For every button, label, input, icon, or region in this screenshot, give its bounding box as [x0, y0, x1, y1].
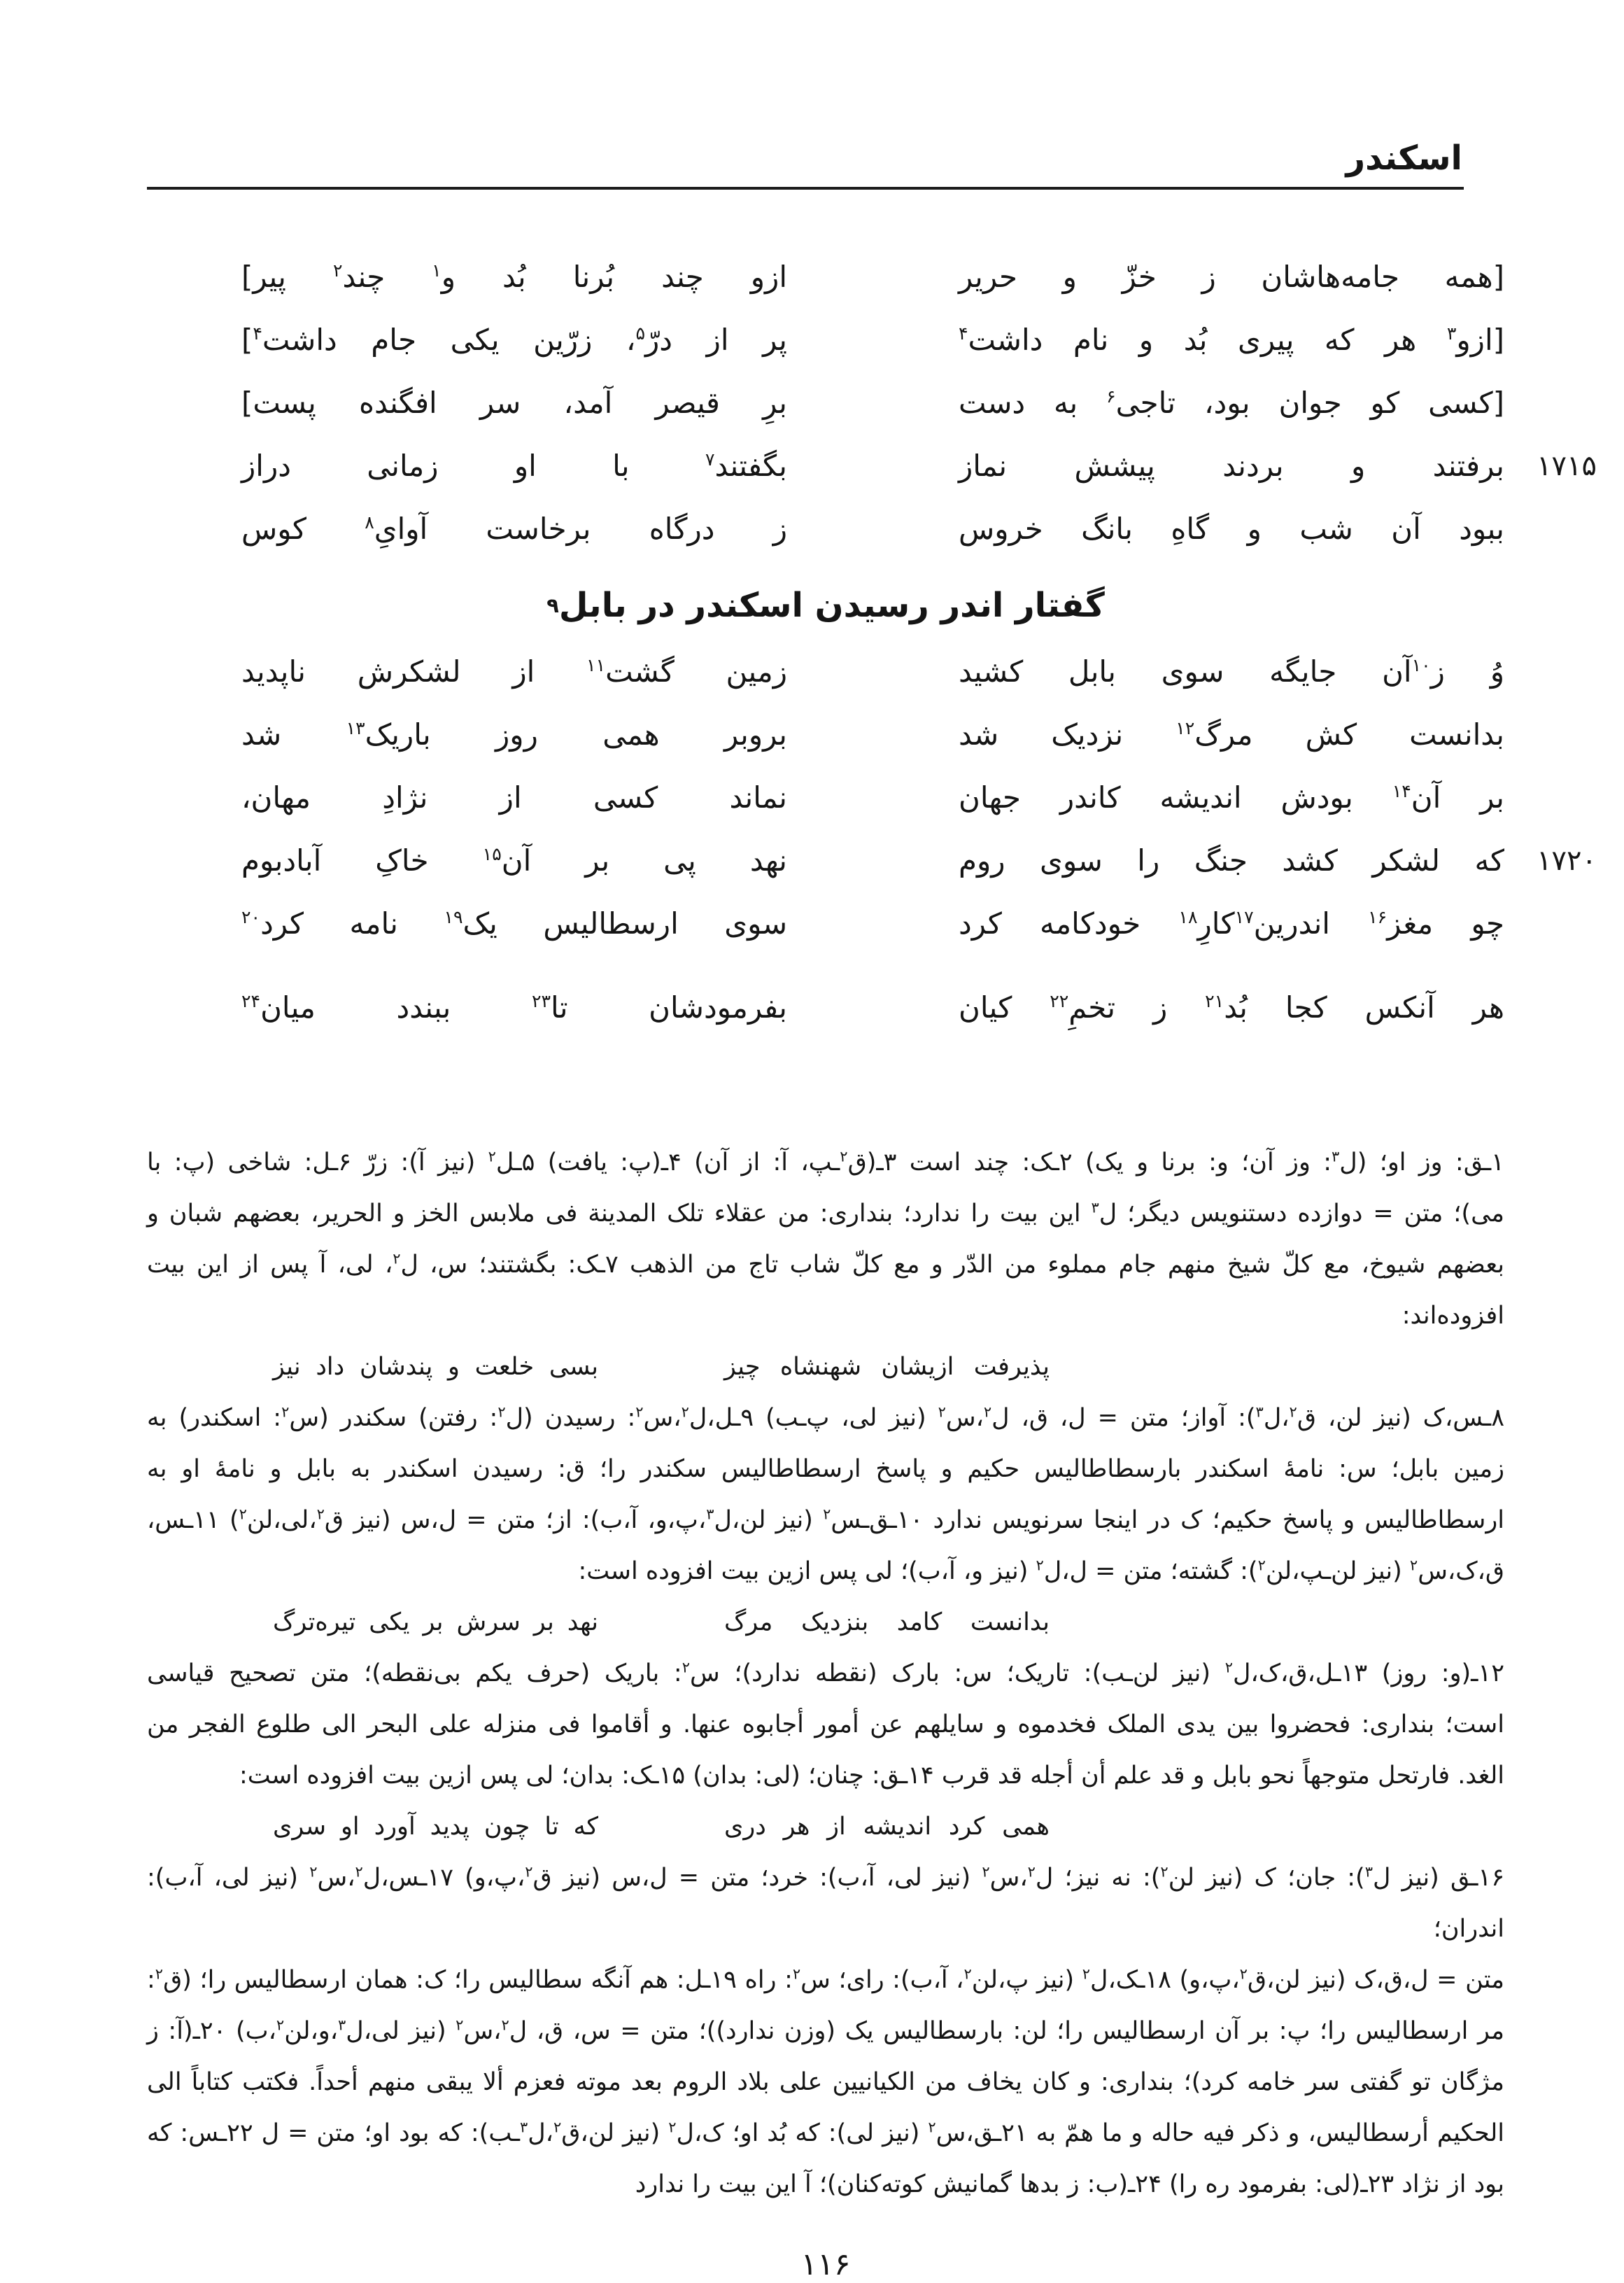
apparatus-note-line: مر ارسطالیس را؛ پ: بر آن ارسطالیس را؛ لن: بارسطالیس یک (وزن ندارد))؛ متن = س، ق، ل$^۲$،س$^۲$ (نیز لی،ل$^۳$،و،لن$^۲$،ب) ۲۰ـ(آ: ز [147, 2016, 1504, 2045]
apparatus-note-line: الحکیم أرسطالیس، و ذکر فیه حاله و ما همّ به ۲۱ـق،س$^۲$ (نیز لی): که بُد او؛ ک،ل$^۲$ (نیز لن،ق$^۲$،ل$^۳$ـب): که بود او؛ متن = ل ۲۲ـس: که [147, 2119, 1504, 2147]
hemistich-right: چو مغز$^{۱۶}$ اندرین$^{۱۷}$کارِ$^{۱۸}$ خودکامه کرد [959, 906, 1504, 941]
hemistich-right: ببود آن شب و گاهِ بانگ خروس [959, 511, 1504, 546]
apparatus-note-line: زمین بابل؛ س: نامهٔ اسکندر بارسطاطالیس حکیم و پاسخ ارسطاطالیس سکندر را؛ ق: رسیدن اسکندر به بابل و نامهٔ او به [147, 1454, 1504, 1483]
hemistich-right: وُ ز$^{۱۰}$آن جایگه سوی بابل کشید [959, 654, 1504, 689]
couplet-row [241, 498, 1504, 561]
apparatus-note-line: ق،ک،س$^۲$ (نیز لن‌ـپ،لن$^۲$): گشته؛ متن = ل،ل$^۲$ (نیز و، آ،ب)؛ لی پس ازین بیت افزوده است: [578, 1557, 1504, 1585]
text-block [147, 0, 1597, 2282]
hemistich-right: همی کرد اندیشه از هر دری [724, 1812, 1050, 1841]
hemistich-left: بروبر همی روز باریک$^{۱۳}$ شد [241, 717, 787, 752]
hemistich-right: [کسی کو جوان بود، تاجی$^۶$ به دست [959, 385, 1504, 420]
apparatus-note-line: متن = ل،ق،ک (نیز لن،ق$^۲$،پ،و) ۱۸ـک،ل$^۲$ (نیز پ،لن$^۲$، آ،ب): رای؛ س$^۲$: راه ۱۹ـل: هم آنگه سطالیس را؛ ک: همان ارسطالیس را؛ (ق$^۲$: [147, 1965, 1505, 1994]
hemistich-right: بر آن$^{۱۴}$ بودش اندیشه کاندر جهان [959, 780, 1504, 815]
hemistich-right: [ازو$^۳$ هر که پیری بُد و نام داشت$^۴$ [959, 322, 1504, 357]
hemistich-right: که لشکر کشد جنگ را سوی روم [959, 843, 1504, 878]
verse-block-2 [147, 640, 1597, 1039]
section-heading: گفتار اندر رسیدن اسکندر در بابل ۹ [546, 585, 1105, 625]
hemistich-left: ز درگاه برخاست آوایِ$^۸$ کوس [241, 511, 787, 546]
page-number: ۱۱۶ [800, 2246, 851, 2282]
hemistich-right: بدانست کش مرگ$^{۱۲}$ نزدیک شد [959, 717, 1504, 752]
hemistich-left: نهد پی بر آن$^{۱۵}$ خاکِ آبادبوم [241, 843, 787, 878]
running-head [147, 0, 1504, 190]
couplet-row [241, 703, 1504, 766]
couplet-row [241, 766, 1504, 829]
apparatus-note-line: ۸ـس،ک (نیز لن، ق$^۲$،ل$^۳$): آواز؛ متن = ل، ق، ل$^۲$،س$^۲$ (نیز لی، پ‌ـب) ۹ـل،ل$^۲$،س$^۲$: رسیدن (ل$^۲$: رفتن) سکندر (س$^۲$: اسکندر) به [147, 1403, 1504, 1432]
verse-number: ۱۷۲۰ [1537, 844, 1597, 877]
hemistich-right: بدانست کامد بنزدیک مرگ [724, 1608, 1050, 1636]
apparatus-inset-verse [273, 1342, 1050, 1393]
couplet-row [241, 640, 1504, 703]
apparatus-note-line: ۱ـق: وز او؛ (ل$^۳$: وز آن؛ و: برنا و یک) ۲ـک: چند است ۳ـ(ق$^۲$ـپ، آ: از آن) ۴ـ(پ: یافت) ۵ـل$^۲$ (نیز آ): زرّ ۶ـل: شاخی (پ: با [147, 1148, 1504, 1176]
hemistich-right: هر آنکس کجا بُد$^{۲۱}$ ز تخمِ$^{۲۲}$ کیان [959, 990, 1504, 1025]
couplet-row [241, 372, 1504, 435]
hemistich-left: بگفتند$^۷$ با او زمانی دراز [241, 448, 787, 483]
couplet-row [241, 246, 1504, 309]
page-title: اسکندر [1346, 139, 1462, 178]
apparatus-note-line: بعضهم شیوخ، مع کلّ شیخ منهم جام مملوء من الدّر و مع کلّ شاب تاج من الذهب ۷ـک: بگشتند؛ س، ل$^۲$، لی، آ پس از این بیت افزوده‌اند: [147, 1250, 1504, 1330]
apparatus-note-line: ارسطاطالیس و پاسخ حکیم؛ ک در اینجا سرنویس ندارد ۱۰ـق‌ـس$^۲$ (نیز لن،ل$^۳$،پ،و، آ،ب): از؛ متن = ل،س (نیز ق$^۲$،لی،لن$^۲$) ۱۱ـس، [147, 1505, 1504, 1534]
apparatus-note-line: می)؛ متن = دوازده دستنویس دیگر؛ ل$^۳$ این بیت را ندارد؛ بنداری: من عقلاء تلک المدینة فی ملابس الخز و الحریر، بعضهم شبان و [147, 1199, 1504, 1228]
hemistich-left: ازو چند بُرنا بُد و$^۱$ چند$^۲$ پیر] [241, 259, 787, 294]
apparatus-note-line: الغد. فارتحل متوجهاً نحو بابل و قد علم أن أجله قد قرب ۱۴ـق: چنان؛ (لی: بدان) ۱۵ـک: بدان؛ لی پس ازین بیت افزوده است: [239, 1761, 1504, 1790]
couplet-row [241, 829, 1597, 892]
apparatus-note-line: است؛ بنداری: فحضروا بین یدی الملک فخدموه و سایلهم عن أمور أجابوه عنها. و أقاموا فی منزله علی البحر الی طلوع الفجر من [147, 1710, 1504, 1738]
couplet-row [241, 309, 1504, 372]
apparatus-note-line: بود از نژاد ۲۳ـ(لی: بفرمود ره را) ۲۴ـ(ب: ز بدها گمانیش کوته‌کنان)؛ آ این بیت را ندارد [635, 2170, 1504, 2198]
apparatus-note-line: مژگان تو گفتی سر خامه کرد)؛ بنداری: و کان یخاف من الکیانیین علی بلاد الروم بعد موته فعزم ألا یبقی منهم أحداً. فکتب کتاباً الی [147, 2067, 1504, 2096]
couplet-row [241, 976, 1504, 1039]
apparatus-note-line: ۱۶ـق (نیز ل$^۳$): جان؛ ک (نیز لن$^۲$): نه نیز؛ ل$^۲$،س$^۲$ (نیز لی، آ،ب): خرد؛ متن = ل،س (نیز ق$^۲$،پ،و) ۱۷ـس،ل$^۲$،س$^۲$ (نیز لی، آ،ب): اندران؛ [147, 1863, 1504, 1943]
hemistich-left: نماند کسی از نژادِ مهان، [241, 780, 787, 815]
hemistich-left: پر از درّ$^۵$، زرّین یکی جام داشت$^۴$] [241, 322, 787, 357]
hemistich-left: برِ قیصر آمد، سر افگنده پست] [241, 385, 787, 420]
apparatus-note-line: ۱۲ـ(و: روز) ۱۳ـل،ق،ک،ل$^۲$ (نیز لن‌ـب): تاریک؛ س: بارک (نقطه ندارد)؛ س$^۲$: باریک (حرف یکم بی‌نقطه)؛ متن تصحیح قیاسی [147, 1659, 1504, 1687]
hemistich-right: پذیرفت ازیشان شهنشاه چیز [724, 1352, 1050, 1381]
couplet-row [241, 435, 1597, 498]
hemistich-right: برفتند و بردند پیشش نماز [959, 448, 1504, 483]
hemistich-left: نهد بر سرش بر یکی تیره‌ترگ [273, 1608, 598, 1636]
hemistich-left: زمین گشت$^{۱۱}$ از لشکرش ناپدید [241, 654, 787, 689]
couplet-row [241, 892, 1504, 955]
hemistich-left: بفرمودشان تا$^{۲۳}$ ببندد میان$^{۲۴}$ [241, 990, 787, 1025]
verse-block-1 [147, 246, 1597, 561]
critical-apparatus [147, 1137, 1504, 2210]
verse-number: ۱۷۱۵ [1537, 449, 1597, 482]
hemistich-right: [همه جامه‌هاشان ز خزّ و حریر [959, 259, 1504, 294]
hemistich-left: سوی ارسطالیس یک$^{۱۹}$ نامه کرد$^{۲۰}$ [241, 906, 788, 941]
apparatus-inset-verse [273, 1801, 1050, 1853]
header-rule [147, 187, 1464, 190]
hemistich-left: که تا چون پدید آورد او سری [273, 1812, 598, 1841]
apparatus-inset-verse [273, 1597, 1050, 1648]
hemistich-left: بسی خلعت و پندشان داد نیز [273, 1352, 598, 1381]
